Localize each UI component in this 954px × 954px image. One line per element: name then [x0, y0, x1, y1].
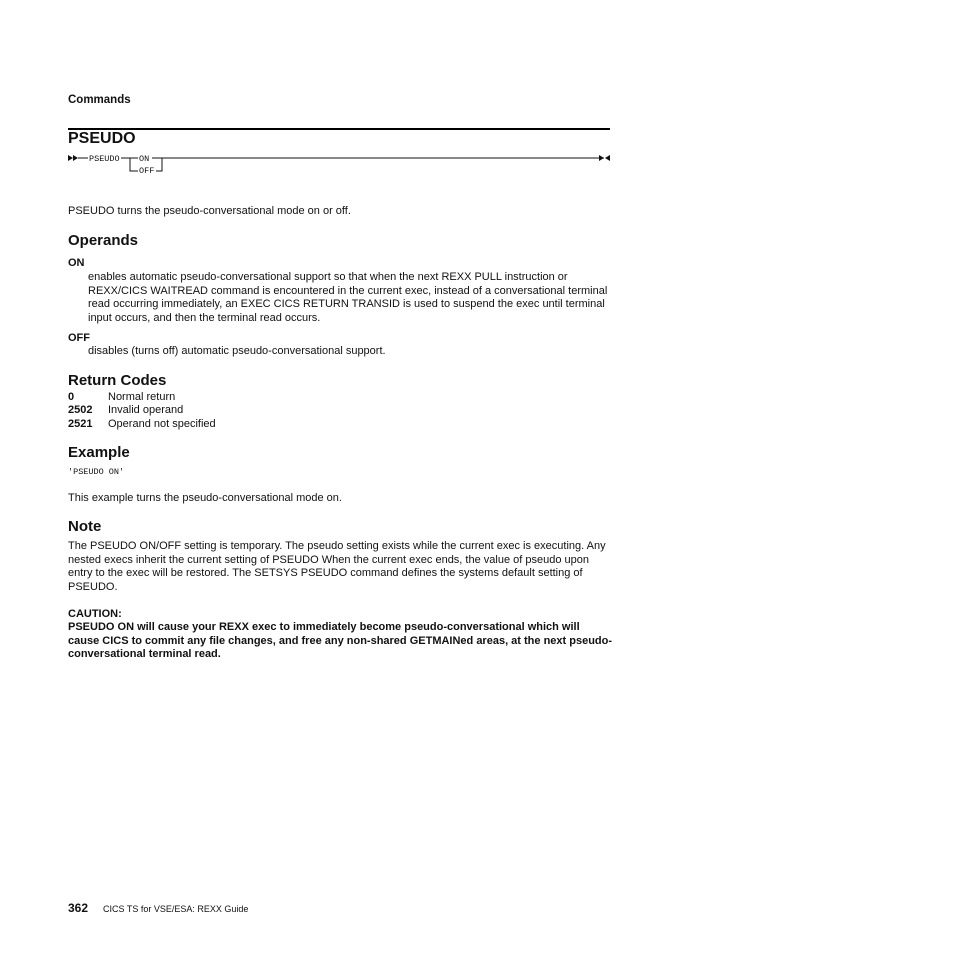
operand-term-off: OFF [68, 332, 90, 344]
return-code-desc: Normal return [108, 391, 176, 403]
operand-term-on: ON [68, 257, 85, 269]
operand-desc-on: enables automatic pseudo-conversational support so that when the next REXX PULL instruction or REXX/CICS WAITREAD command is encountered in the current exec, instead of a conversational terminal read occurring immediately, an EXEC CICS RETURN TRANSID is used to suspend the exec until terminal input occurs, and then the terminal read occurs. [88, 271, 608, 324]
example-heading: Example [68, 444, 130, 461]
caution-text: PSEUDO ON will cause your REXX exec to immediately become pseudo-conversational which will cause CICS to commit any file changes, and free any non-shared GETMAINed areas, at the next pseudo-conversational terminal read. [68, 621, 613, 661]
operands-heading: Operands [68, 232, 139, 249]
summary-text: PSEUDO turns the pseudo-conversational mode on or off. [68, 205, 351, 217]
caution-label: CAUTION: [68, 608, 122, 620]
return-code: 2502 [68, 404, 93, 416]
syntax-option-off: OFF [139, 166, 155, 176]
syntax-keyword: PSEUDO [89, 154, 120, 164]
section-rule [68, 128, 610, 130]
running-head: Commands [68, 94, 131, 106]
book-title: CICS TS for VSE/ESA: REXX Guide [103, 904, 249, 914]
example-code: 'PSEUDO ON' [68, 467, 125, 477]
return-code-desc: Operand not specified [108, 418, 216, 430]
syntax-start-arrows [68, 155, 78, 161]
operand-desc-off: disables (turns off) automatic pseudo-conversational support. [88, 345, 386, 357]
return-code: 2521 [68, 418, 93, 430]
note-heading: Note [68, 518, 102, 535]
example-text: This example turns the pseudo-conversational mode on. [68, 492, 342, 504]
syntax-diagram [66, 150, 614, 178]
syntax-end-arrows [599, 155, 610, 161]
return-code-desc: Invalid operand [108, 404, 184, 416]
page-number: 362 [68, 901, 89, 915]
return-codes-heading: Return Codes [68, 372, 167, 389]
command-title: PSEUDO [68, 130, 136, 147]
return-code: 0 [68, 391, 75, 403]
syntax-option-on: ON [139, 154, 150, 164]
note-text: The PSEUDO ON/OFF setting is temporary. The pseudo setting exists while the current exec is executing. Any nested execs inherit the current setting of PSEUDO When the current exec ends, the value of pseudo upon entry to the exec will be restored. The SETSYS PSEUDO command defines the systems default setting of PSEUDO. [68, 540, 606, 593]
